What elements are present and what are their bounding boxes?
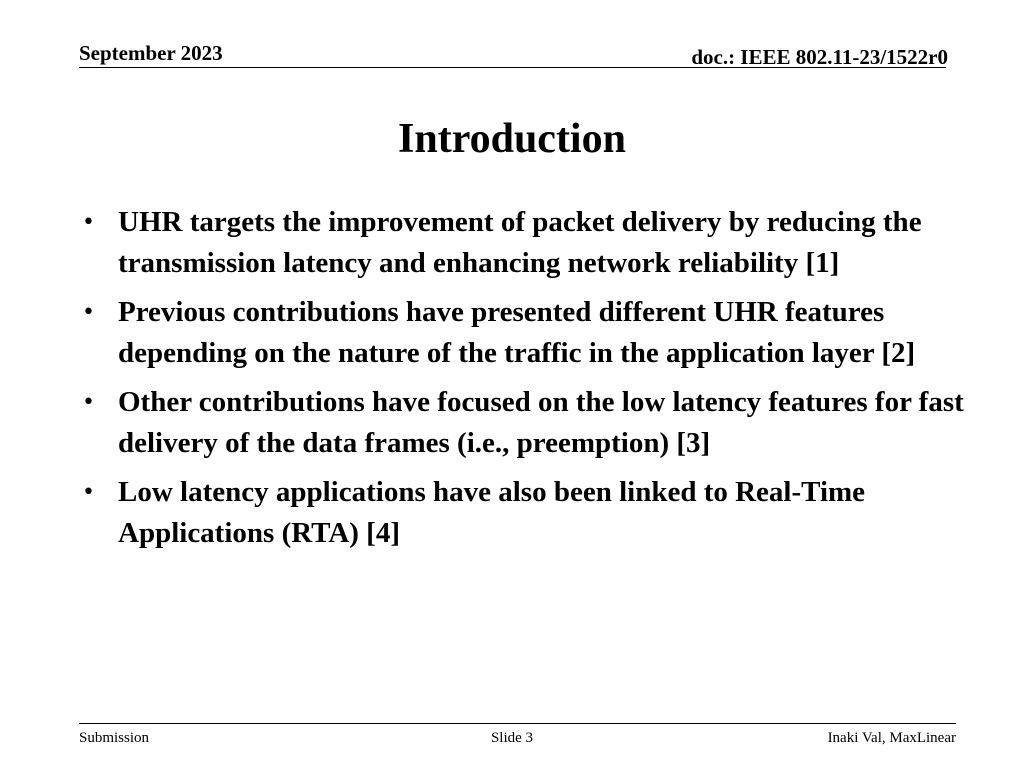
bullet-dot-icon: •	[82, 300, 95, 325]
slide-title: Introduction	[398, 116, 626, 162]
bullet-item	[70, 292, 970, 374]
footer-slide-number: Slide 3	[490, 730, 534, 746]
bullet-dot-icon: •	[82, 390, 95, 415]
bullet-dot-icon: •	[82, 210, 95, 235]
bullet-text: Other contributions have focused on the low latency features for fast delivery of the data frames (i.e., preemption) [3]	[118, 386, 964, 459]
header-date: September 2023	[79, 41, 223, 65]
bullet-text: Low latency applications have also been linked to Real-Time Applications (RTA) [4]	[118, 476, 866, 549]
header-doc-id: doc.: IEEE 802.11-23/1522r0	[691, 45, 948, 69]
bullet-list	[70, 202, 970, 562]
footer-divider	[79, 723, 956, 724]
bullet-dot-icon: •	[82, 480, 95, 505]
bullet-item	[70, 202, 970, 284]
footer-submission: Submission	[79, 730, 150, 746]
bullet-text: Previous contributions have presented different UHR features depending on the nature of the traffic in the application layer [2]	[118, 296, 916, 369]
header-divider	[79, 67, 946, 68]
bullet-item	[70, 382, 970, 464]
bullet-text: UHR targets the improvement of packet delivery by reducing the transmission latency and enhancing network reliability [1]	[118, 206, 922, 279]
bullet-item	[70, 472, 970, 554]
footer-author: Inaki Val, MaxLinear	[827, 730, 956, 746]
